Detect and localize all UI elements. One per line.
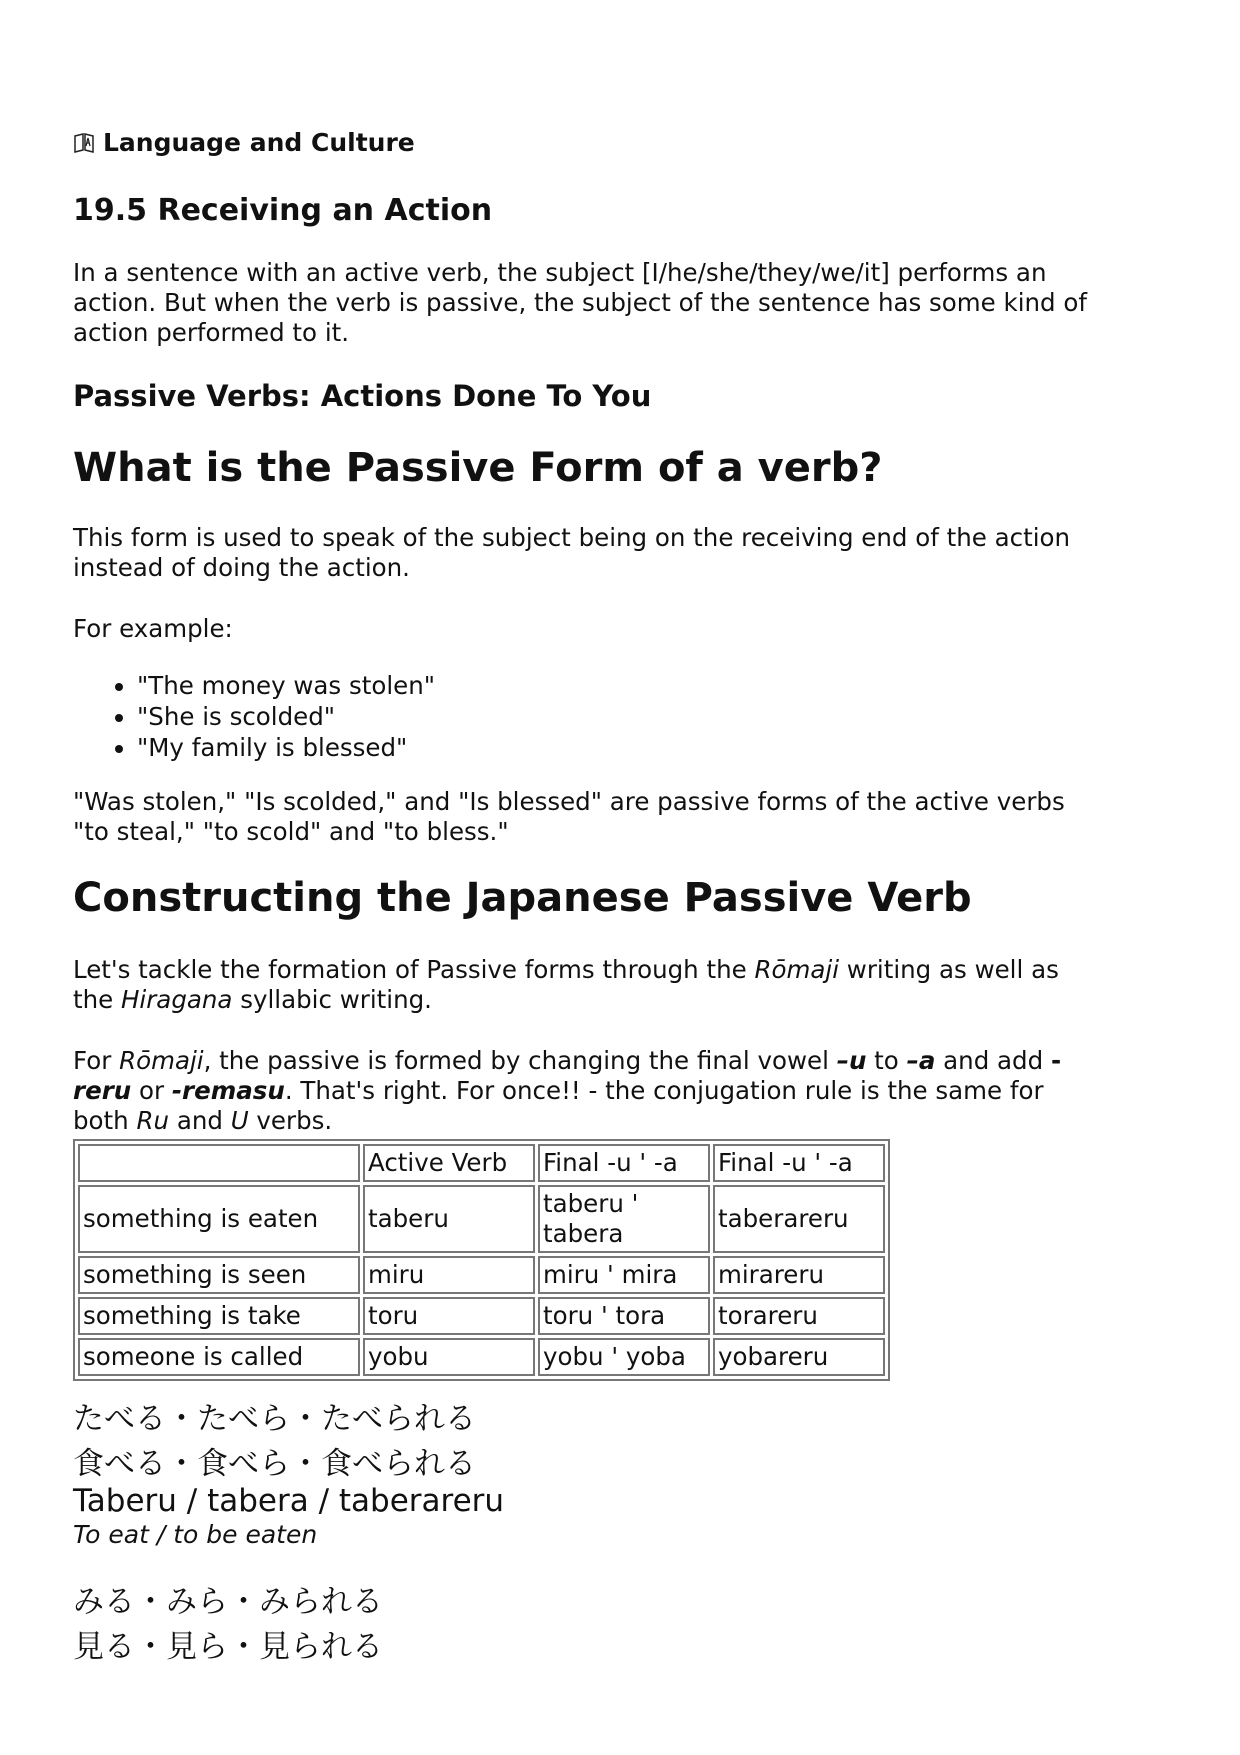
table-cell: someone is called — [78, 1338, 360, 1376]
table-cell: torareru — [713, 1297, 885, 1335]
text-run: and — [169, 1106, 231, 1135]
example-gloss: To eat / to be eaten — [73, 1520, 318, 1549]
example-kanji: 食べる・食べら・食べられる — [73, 1446, 476, 1482]
table-cell: something is take — [78, 1297, 360, 1335]
table-header: Final -u ' -a — [538, 1144, 710, 1182]
text-run: writing as well as — [839, 955, 1059, 984]
explanation-line: "to steal," "to scold" and "to bless." — [73, 817, 509, 846]
table-cell: something is eaten — [78, 1185, 360, 1253]
table-header: Active Verb — [363, 1144, 535, 1182]
table-header: Final -u ' -a — [713, 1144, 885, 1182]
table-header-row — [78, 1144, 885, 1182]
text-run: and add — [935, 1046, 1051, 1075]
text-run: syllabic writing. — [232, 985, 432, 1014]
table-cell: mirareru — [713, 1256, 885, 1294]
intro-paragraph — [73, 258, 1173, 348]
description-line: This form is used to speak of the subject being on the receiving end of the action — [73, 523, 1071, 552]
table-cell: taberu — [363, 1185, 535, 1253]
text-run: to — [866, 1046, 907, 1075]
page-title: What is the Passive Form of a verb? — [73, 445, 883, 491]
hiragana-term: Hiragana — [121, 985, 233, 1014]
romaji-term: Rōmaji — [119, 1046, 204, 1075]
suffix-reru: reru — [73, 1076, 132, 1105]
rule-paragraph — [73, 1046, 1173, 1136]
text-run: both — [73, 1106, 137, 1135]
suffix-remasu: -remasu — [171, 1076, 285, 1105]
example-romaji: Taberu / tabera / taberareru — [73, 1483, 505, 1519]
table-header — [78, 1144, 360, 1182]
table-row — [78, 1185, 885, 1253]
table-row — [78, 1297, 885, 1335]
text-run: verbs. — [248, 1106, 333, 1135]
section-heading: Constructing the Japanese Passive Verb — [73, 875, 972, 921]
section-title: 19.5 Receiving an Action — [73, 193, 493, 228]
intro-line: In a sentence with an active verb, the subject [I/he/she/they/we/it] performs an — [73, 258, 1047, 287]
breadcrumb-label[interactable]: Language and Culture — [103, 128, 415, 157]
table-cell: taberareru — [713, 1185, 885, 1253]
example-kana: みる・みら・みられる — [73, 1584, 383, 1620]
text-run: or — [131, 1076, 172, 1105]
table-cell: taberu ' tabera — [538, 1185, 710, 1253]
u-term: U — [230, 1106, 249, 1135]
vowel-a: –a — [906, 1046, 936, 1075]
explanation-line: "Was stolen," "Is scolded," and "Is blessed" are passive forms of the active verbs — [73, 787, 1065, 816]
table-row — [78, 1256, 885, 1294]
intro-line: action performed to it. — [73, 318, 350, 347]
table-cell: yobareru — [713, 1338, 885, 1376]
subheading: Passive Verbs: Actions Done To You — [73, 379, 652, 413]
tackle-paragraph — [73, 955, 1173, 1015]
table-cell: something is seen — [78, 1256, 360, 1294]
list-item: • "She is scolded" — [137, 701, 435, 732]
breadcrumb[interactable] — [73, 128, 415, 157]
table-cell: miru ' mira — [538, 1256, 710, 1294]
book-icon — [73, 132, 95, 154]
example-list — [73, 670, 435, 763]
conjugation-table — [73, 1139, 890, 1381]
text-run: . That's right. For once!! - the conjugation rule is the same for — [284, 1076, 1044, 1105]
table-cell: miru — [363, 1256, 535, 1294]
list-item: • "My family is blessed" — [137, 732, 435, 763]
table-cell: toru ' tora — [538, 1297, 710, 1335]
table-row — [78, 1338, 885, 1376]
list-item: • "The money was stolen" — [137, 670, 435, 701]
text-run: the — [73, 985, 121, 1014]
text-run: Let's tackle the formation of Passive forms through the — [73, 955, 755, 984]
description-line: instead of doing the action. — [73, 553, 410, 582]
passive-description — [73, 523, 1173, 583]
ru-term: Ru — [136, 1106, 170, 1135]
table-cell: yobu ' yoba — [538, 1338, 710, 1376]
dash: - — [1050, 1046, 1062, 1075]
vowel-u: –u — [836, 1046, 867, 1075]
text-run: , the passive is formed by changing the final vowel — [203, 1046, 837, 1075]
table-cell: yobu — [363, 1338, 535, 1376]
romaji-term: Rōmaji — [754, 955, 840, 984]
text-run: For — [73, 1046, 120, 1075]
example-kana: たべる・たべら・たべられる — [73, 1401, 476, 1437]
for-example-label: For example: — [73, 614, 233, 643]
table-cell: toru — [363, 1297, 535, 1335]
intro-line: action. But when the verb is passive, the subject of the sentence has some kind of — [73, 288, 1087, 317]
example-kanji: 見る・見ら・見られる — [73, 1629, 383, 1665]
explanation-paragraph — [73, 787, 1173, 847]
